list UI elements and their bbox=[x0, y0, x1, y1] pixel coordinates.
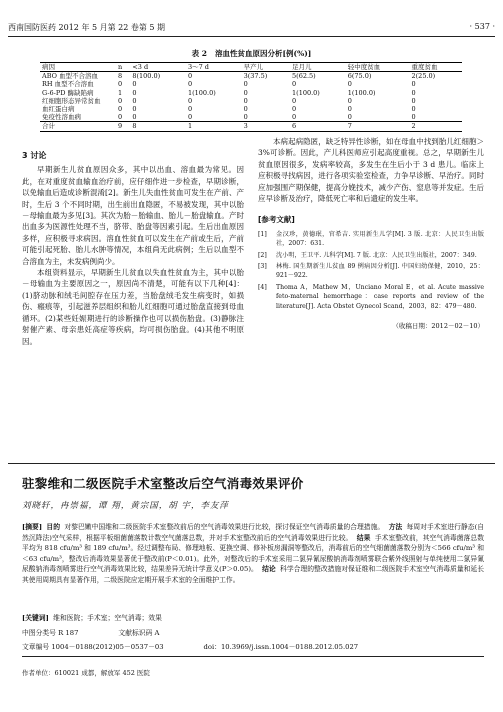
table-cell: 0 bbox=[187, 80, 193, 89]
column-header: 3～7 d bbox=[186, 63, 242, 72]
method-text: 每周对手术室进行静态(自然沉降法)空气采样，根据平板细菌菌落数计数空气菌落总数，并对手术室整改前后的空气消毒效果进行比较。 bbox=[22, 523, 485, 542]
table-cell: 0 bbox=[411, 80, 416, 89]
column-header: n bbox=[116, 63, 130, 72]
table-cell: 0 bbox=[243, 80, 248, 89]
table-cell: 0 bbox=[347, 113, 352, 122]
table-cell: 0 bbox=[411, 105, 416, 114]
column-header: 早产儿 bbox=[242, 63, 290, 72]
table-row bbox=[40, 113, 462, 122]
paragraph: 本组资料显示，早期新生儿贫血以失血性贫血为主，其中以胎－母输血为主要原因之一，原因尚不清楚，可能有以下几种[4]：(1)脐动脉和绒毛间腔存在压力差，当胎盘绒毛发生病变时，如损伤、瘢痕等，引起滋养层组织和胎儿红细胞可通过胎盘直接到母血循环。(2)某些妊娠期进行的诊断操作也可以损伤胎盘。(3)静脉注射催产素、母亲患妊高症等疾病，均可损伤胎盘。(4)其他不明原因。 bbox=[22, 268, 244, 346]
table-cell: 0 bbox=[132, 105, 137, 114]
table-caption bbox=[0, 48, 503, 59]
table-cell: 0 bbox=[118, 80, 123, 89]
keywords-text: 维和医院；手术室；空气消毒；效果 bbox=[53, 614, 162, 622]
table-cell: 0 bbox=[132, 113, 137, 122]
classification-line bbox=[22, 627, 159, 637]
table-cell: 0 bbox=[292, 113, 297, 122]
result-text: 手术室整改前，其空气消毒菌落总数平均为 818 cfu/m³ 和 189 cfu/m³。经过调整布局、修理地板、更换空调、修补板房漏洞等整改后，消毒前后的空气细菌菌落数分别为＜566 cfu/m³ 和＜63 cfu/m³，整改后消毒效果显著优于整改前(P＜0.01)。此外，对整改后的手术室采用二氯异氰尿酸钠消毒剂喷雾联合紫外线照射与单纯使用二氯异氰尿酸钠消毒剂喷雾进行空气消毒效果比较，结果差异无统计学意义(P＞0.05)。 bbox=[22, 533, 485, 574]
reference-number: [2] bbox=[258, 251, 267, 259]
table-cell: 8 bbox=[118, 72, 123, 81]
table-cell: 0 bbox=[411, 113, 416, 122]
reference-text: 金汉珍，黄德珉，官希吉. 实用新生儿学[M]. 3 版. 北京：人民卫生出版社，2007：631. bbox=[276, 230, 484, 248]
table-cell: 8(100.0) bbox=[132, 72, 161, 81]
objective-label: 目的 bbox=[46, 523, 61, 531]
table-cell: 2 bbox=[410, 122, 462, 131]
table-cell: 0 bbox=[292, 96, 297, 105]
section-heading: 3 讨论 bbox=[22, 151, 47, 160]
received-date: （收稿日期：2012－02－10） bbox=[392, 322, 484, 331]
result-label: 结果 bbox=[356, 533, 371, 542]
conclusion-text: 科学合理的整改措施对保证维和二级医院手术室空气消毒质量和延长其使用周期具有显著作用，二级医院应定期开展手术室的全面维护工作。 bbox=[22, 565, 485, 584]
table-cell: 1(100.0) bbox=[187, 88, 216, 97]
reference-text: 沈小明，王卫平. 儿科学[M]. 7 版. 北京：人民卫生出版社，2007：349. bbox=[276, 251, 477, 259]
table-cell: 1(100.0) bbox=[347, 88, 376, 97]
table-cell: 合计 bbox=[40, 122, 116, 131]
table-cell: 0 bbox=[118, 113, 123, 122]
table-cell: 0 bbox=[132, 96, 137, 105]
table-cell: 1 bbox=[118, 88, 123, 97]
running-header bbox=[8, 22, 495, 37]
table-cell: 0 bbox=[243, 113, 248, 122]
article-number: 文章编号 1004－0188(2012)05－0537－03 bbox=[22, 643, 164, 651]
table-cell: 1 bbox=[186, 122, 242, 131]
table-row bbox=[40, 89, 462, 97]
table-cell: 0 bbox=[243, 88, 248, 97]
column-header: 病因 bbox=[40, 63, 116, 72]
table-number: 表 2 bbox=[191, 49, 207, 58]
reference-item bbox=[258, 251, 484, 260]
table-cell: 0 bbox=[292, 105, 297, 114]
reference-number: [1] bbox=[258, 230, 267, 238]
keywords-label: [关键词] bbox=[22, 614, 49, 622]
keywords bbox=[22, 612, 162, 622]
table-cell: 6 bbox=[290, 122, 346, 131]
table-cell: 0 bbox=[118, 96, 123, 105]
table-cell: 0 bbox=[243, 96, 248, 105]
table-cell: 0 bbox=[118, 105, 123, 114]
clc-number: 中图分类号 R 187 bbox=[22, 629, 79, 637]
left-column bbox=[22, 150, 244, 347]
table-cell: 5(62.5) bbox=[292, 72, 316, 81]
table-cell: 3 bbox=[242, 122, 290, 131]
table-row bbox=[40, 105, 462, 113]
abstract-label: [摘要] bbox=[22, 523, 43, 531]
table-header-row bbox=[40, 63, 462, 72]
page-number: · 537 · bbox=[469, 22, 495, 31]
column-header: 重度贫血 bbox=[410, 63, 462, 72]
table-cell: 8 bbox=[130, 122, 186, 131]
paragraph: 早期新生儿贫血原因众多，其中以出血、溶血最为常见。因此，在对重度贫血输血治疗前，应仔细作进一步检查，早期诊断，以免输血后造成诊断混淆[2]。新生儿失血性贫血可发生在产前、产时，生后 3 个不同时期，出生前出血隐匿，不易被发现，其中以胎－母输血最为多见[3]。其次为胎－胎输血、胎儿－胎盘输血。产时出血多为医源性处理不当，脐带、胎盘等因素引起。生后出血原因多样，应积极寻求病因。溶血性贫血可以发生在产前或生后，产前可能引起死胎、胎儿水肿等情况，本组尚无此病例；生后以血型不合溶血为主，未发病例尚少。 bbox=[22, 165, 244, 266]
article-title: 驻黎维和二级医院手术室整改后空气消毒效果评价 bbox=[22, 476, 304, 491]
reference-list bbox=[258, 230, 484, 311]
right-column bbox=[258, 136, 484, 333]
table-row bbox=[40, 97, 462, 105]
table-cell: 红细胞形态异常贫血 bbox=[42, 96, 101, 105]
author-affiliation: 作者单位：610021 成都，解放军 452 医院 bbox=[22, 669, 150, 677]
table-cell: 0 bbox=[187, 113, 193, 122]
table-row bbox=[40, 122, 462, 131]
reference-number: [4] bbox=[258, 283, 267, 291]
reference-item bbox=[258, 283, 484, 311]
table-body bbox=[40, 72, 462, 131]
table-cell: 免疫性溶血病 bbox=[42, 113, 81, 122]
reference-text: Thoma A，Mathew M，Unciano Moral E，et al. Acute massive feto-maternal hemorrhage：case reports and review of the literature[J]. Acta Obstet Gynecol Scand，2003，82：479－480. bbox=[276, 283, 484, 310]
table-title: 溶血性贫血原因分析[例(%)] bbox=[215, 49, 312, 58]
reference-number: [3] bbox=[258, 263, 267, 271]
data-table bbox=[40, 62, 462, 132]
reference-text: 林梅. 国生期新生儿贫血 89 例病因分析[J]. 中国妇幼保健，2010，25：921－922. bbox=[276, 263, 484, 280]
table-cell: 2(25.0) bbox=[411, 72, 436, 81]
table-cell: 0 bbox=[292, 80, 297, 89]
table-cell: 0 bbox=[347, 105, 352, 114]
reference-item bbox=[258, 230, 484, 249]
table-cell: G-6-PD 酶缺陷病 bbox=[42, 88, 94, 97]
column-header: 轻中度贫血 bbox=[346, 63, 410, 72]
section-divider bbox=[8, 463, 495, 464]
document-code: 文献标识码 A bbox=[118, 629, 160, 637]
table-cell: 0 bbox=[411, 96, 416, 105]
method-label: 方法 bbox=[388, 523, 403, 531]
table-cell: 0 bbox=[347, 96, 352, 105]
table-cell: 7 bbox=[346, 122, 410, 131]
column-header: 足月儿 bbox=[290, 63, 346, 72]
table-row bbox=[40, 72, 462, 81]
table-cell: 0 bbox=[347, 80, 352, 89]
reference-item bbox=[258, 262, 484, 281]
article-authors: 刘晓轩，冉崇福，谭 翔，黄宗国，胡 宇，李友萍 bbox=[22, 501, 229, 511]
footnote-divider bbox=[22, 656, 484, 657]
conclusion-label: 结论 bbox=[262, 565, 276, 574]
abstract bbox=[22, 522, 484, 586]
table-cell: 0 bbox=[187, 105, 193, 114]
table-cell: 6(75.0) bbox=[347, 72, 372, 81]
table-cell: 0 bbox=[187, 72, 193, 81]
table-cell: 0 bbox=[243, 105, 248, 114]
table-cell: 0 bbox=[132, 88, 137, 97]
table-cell: 1(100.0) bbox=[292, 88, 320, 97]
table-cell: 0 bbox=[132, 80, 137, 89]
table-cell: 3(37.5) bbox=[243, 72, 268, 81]
table-cell: 0 bbox=[411, 88, 416, 97]
objective-text: 对黎巴嫩中国维和二级医院手术室整改前后的空气消毒效果进行比较，探讨保证空气消毒质量的合理措施。 bbox=[64, 523, 385, 531]
table-cell: 9 bbox=[116, 122, 130, 131]
table-cell: 血红蛋白病 bbox=[42, 105, 75, 114]
journal-issue: 西南国防医药 2012 年 5 月第 22 卷第 5 期 bbox=[8, 23, 166, 32]
identifier-line bbox=[22, 641, 358, 651]
references-heading: [参考文献] bbox=[258, 215, 295, 225]
table-row bbox=[40, 80, 462, 88]
column-header: <3 d bbox=[130, 63, 186, 72]
paragraph: 本病起病隐匿，缺乏特异性诊断，如在母血中找到胎儿红细胞＞3%可诊断。因此，产儿科医师应引起高度重视。总之，早期新生儿贫血原因很多，发病率较高，多发生在生后小于 3 d 患儿。临床上应积极寻找病因，进行各项实验室检查，力争早诊断、早治疗。同时应加强围产期保健，提高分娩技术，减少产伤、窒息等并发症。生后应早诊断及治疗，降低死亡率和后遗症的发生率。 bbox=[258, 137, 484, 204]
doi: doi：10.3969/j.issn.1004－0188.2012.05.027 bbox=[203, 643, 359, 651]
table-cell: RH 血型不合溶血 bbox=[42, 80, 94, 89]
table-cell: 0 bbox=[187, 96, 193, 105]
table-cell: ABO 血型不合溶血 bbox=[42, 72, 98, 81]
